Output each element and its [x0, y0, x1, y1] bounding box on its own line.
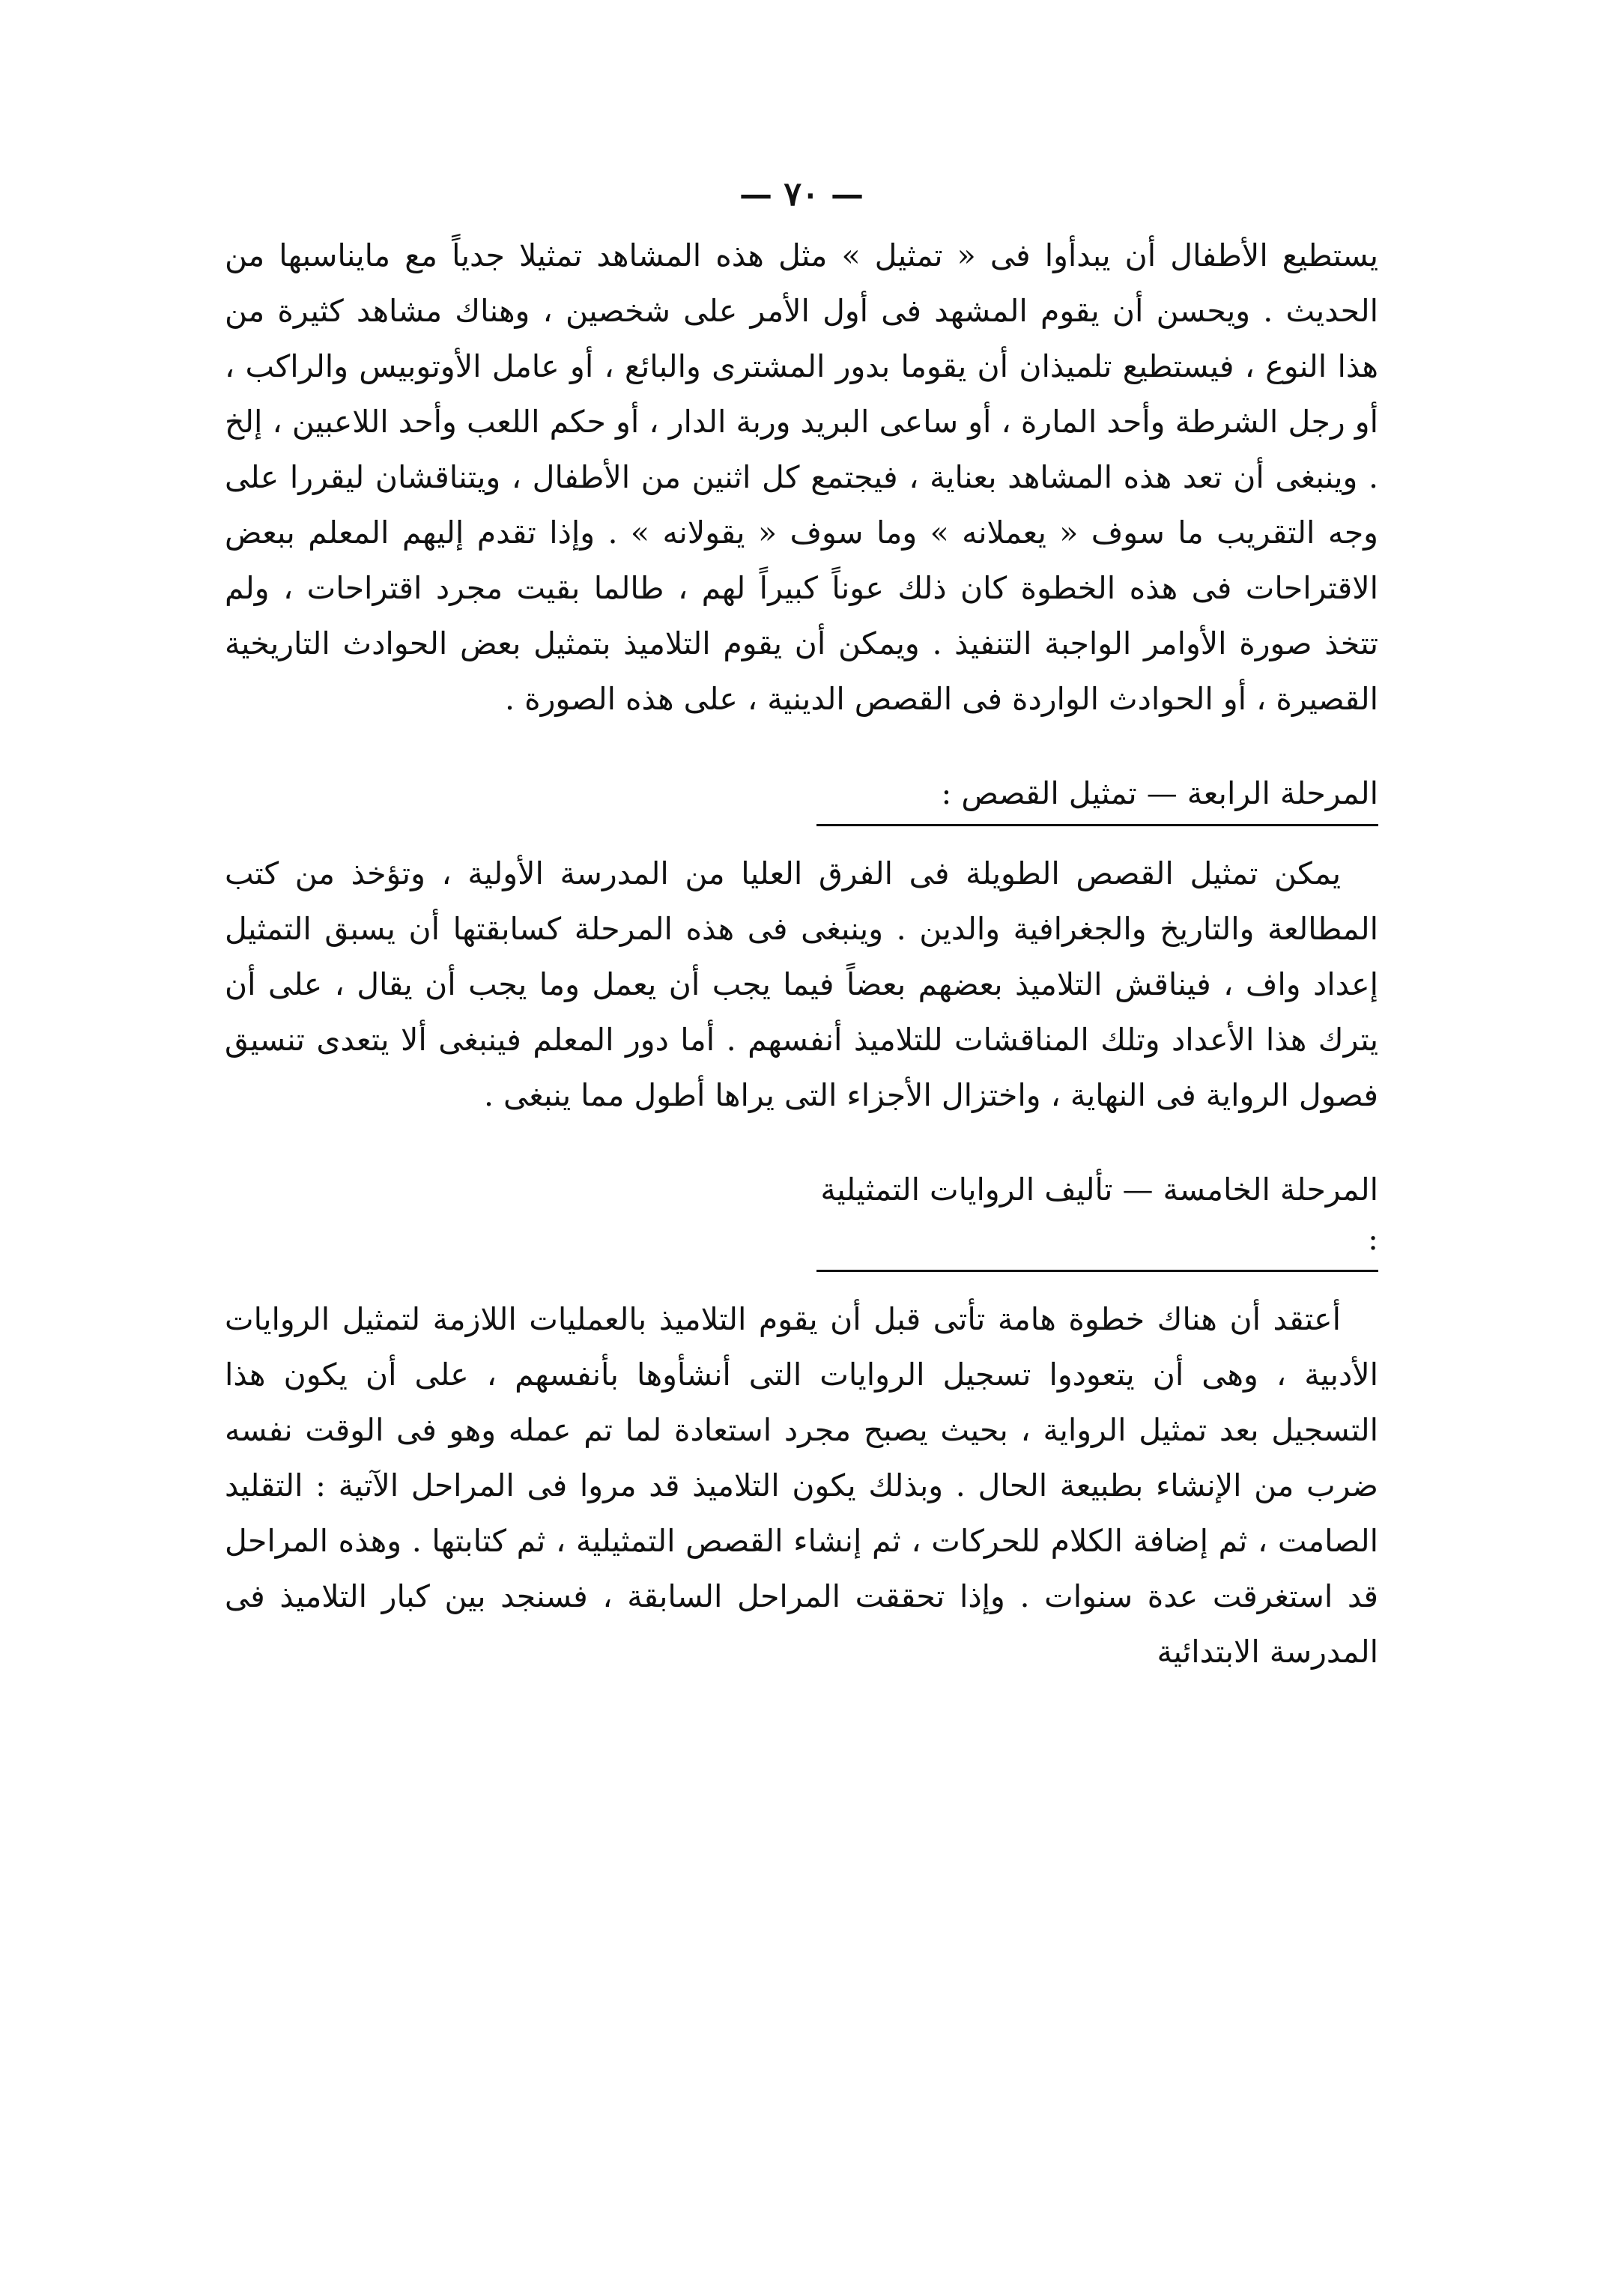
section-heading-stage-four: المرحلة الرابعة — تمثيل القصص :: [816, 769, 1378, 826]
page-number: — ٧٠ —: [739, 175, 864, 213]
stage-five-paragraph: أعتقد أن هناك خطوة هامة تأتى قبل أن يقوم التلاميذ بالعمليات اللازمة لتمثيل الروايات الأدبية ، وهى أن يتعودوا تسجيل الروايات التى أنشأوها بأنفسهم ، على أن يكون هذا التسجيل بعد تمثيل الرواية ، بحيث يصبح مجرد استعادة لما تم عمله وهو فى الوقت نفسه ضرب من الإنشاء بطبيعة الحال . وبذلك يكون التلاميذ قد مروا فى المراحل الآتية : التقليد الصامت ، ثم إضافة الكلام للحركات ، ثم إنشاء القصص التمثيلية ، ثم كتابتها . وهذه المراحل قد استغرقت عدة سنوات . وإذا تحققت المراحل السابقة ، فسنجد بين كبار التلاميذ فى المدرسة الابتدائية: [225, 1301, 1378, 1670]
intro-paragraph: يستطيع الأطفال أن يبدأوا فى « تمثيل » مثل هذه المشاهد تمثيلا جدياً مع مايناسبها من الحديث . ويحسن أن يقوم المشهد فى أول الأمر على شخصين ، وهناك مشاهد كثيرة من هذا النوع ، فيستطيع تلميذان أن يقوما بدور المشترى والبائع ، أو عامل الأوتوبيس والراكب ، أو رجل الشرطة وأحد المارة ، أو ساعى البريد وربة الدار ، أو حكم اللعب وأحد اللاعبين ، إلخ . وينبغى أن تعد هذه المشاهد بعناية ، فيجتمع كل اثنين من الأطفال ، ويتناقشان ليقررا على وجه التقريب ما سوف « يعملانه » وما سوف « يقولانه » . وإذا تقدم إليهم المعلم ببعض الاقتراحات فى هذه الخطوة كان ذلك عوناً كبيراً لهم ، طالما بقيت مجرد اقتراحات ، ولم تتخذ صورة الأوامر الواجبة التنفيذ . ويمكن أن يقوم التلاميذ بتمثيل بعض الحوادث التاريخية القصيرة ، أو الحوادث الواردة فى القصص الدينية ، على هذه الصورة .: [225, 237, 1378, 717]
section-heading-wrap: [225, 769, 1378, 826]
section-heading-wrap: [225, 1165, 1378, 1272]
book-page: [225, 172, 1378, 2195]
section-heading-stage-five: المرحلة الخامسة — تأليف الروايات التمثيلية :: [816, 1165, 1378, 1272]
stage-four-paragraph: يمكن تمثيل القصص الطويلة فى الفرق العليا من المدرسة الأولية ، وتؤخذ من كتب المطالعة والتاريخ والجغرافية والدين . وينبغى فى هذه المرحلة كسابقتها أن يسبق التمثيل إعداد واف ، فيناقش التلاميذ بعضهم بعضاً فيما يجب أن يعمل وما يجب أن يقال ، على أن يترك هذا الأعداد وتلك المناقشات للتلاميذ أنفسهم . أما دور المعلم فينبغى ألا يتعدى تنسيق فصول الرواية فى النهاية ، واختزال الأجزاء التى يراها أطول مما ينبغى .: [225, 855, 1378, 1113]
